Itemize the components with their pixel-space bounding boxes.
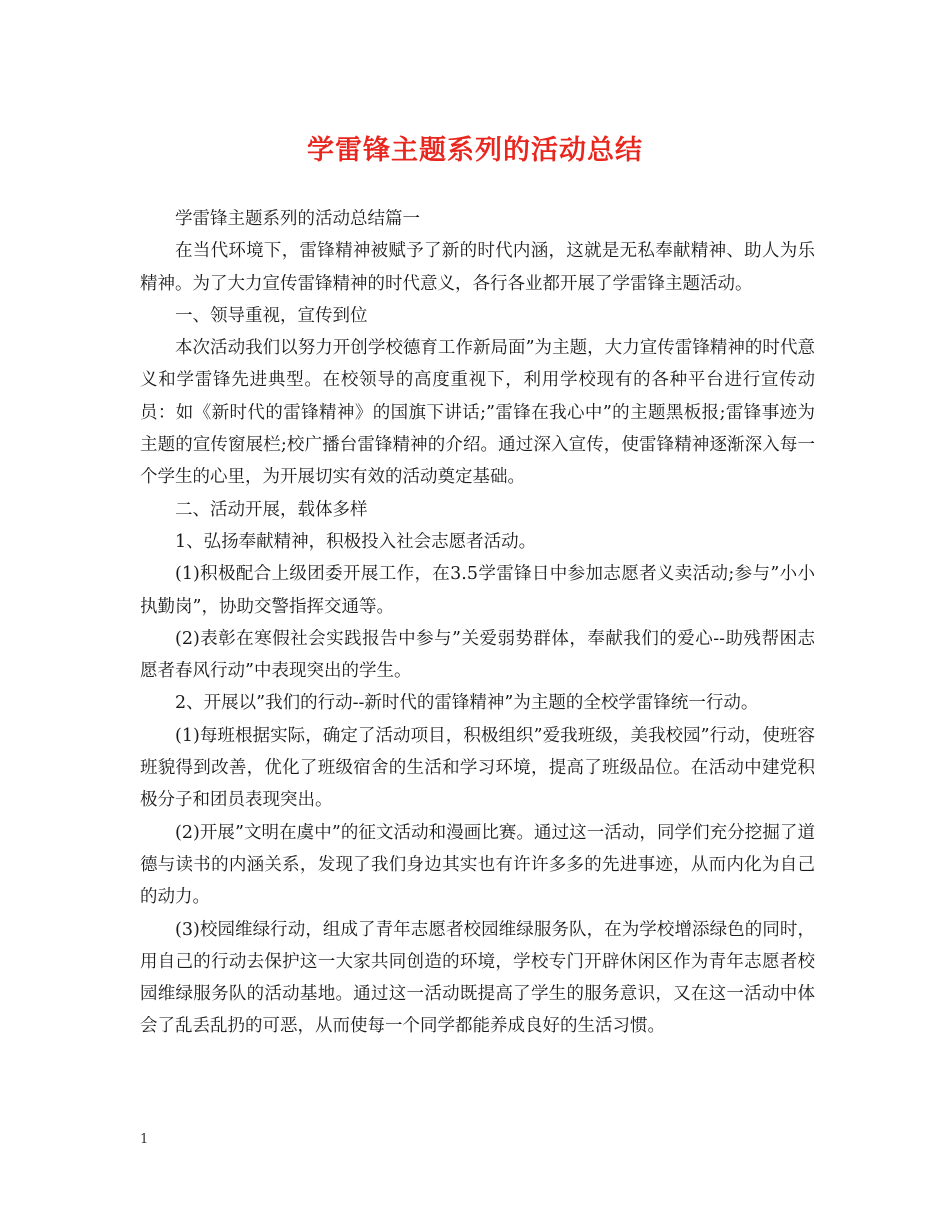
paragraph: (1)每班根据实际，确定了活动项目，积极组织”爱我班级，美我校园”行动，使班容班貌得到改善，优化了班级宿舍的生活和学习环境，提高了班级品位。在活动中建党积极分子和团员表现突出。 <box>140 725 815 811</box>
paragraph: (3)校园维绿行动，组成了青年志愿者校园维绿服务队，在为学校增添绿色的同时，用自己的行动去保护这一大家共同创造的环境，学校专门开辟休闲区作为青年志愿者校园维绿服务队的活动基地。通过这一活动既提高了学生的服务意识，又在这一活动中体会了乱丢乱扔的可恶，从而使每一个同学都能养成良好的生活习惯。 <box>140 919 815 1037</box>
paragraph: (1)积极配合上级团委开展工作，在3.5学雷锋日中参加志愿者义卖活动;参与”小小执勤岗”，协助交警指挥交通等。 <box>140 564 815 617</box>
paragraph: (2)开展”文明在虞中”的征文活动和漫画比赛。通过这一活动，同学们充分挖掘了道德与读书的内涵关系，发现了我们身边其实也有许许多多的先进事迹，从而内化为自己的动力。 <box>140 822 815 908</box>
paragraph: 学雷锋主题系列的活动总结篇一 <box>175 209 420 229</box>
page-number: 1 <box>140 1132 149 1147</box>
paragraph: 本次活动我们以努力开创学校德育工作新局面”为主题，大力宣传雷锋精神的时代意义和学雷锋先进典型。在校领导的高度重视下，利用学校现有的各种平台进行宣传动员：如《新时代的雷锋精神》的国旗下讲话;”雷锋在我心中”的主题黑板报;雷锋事迹为主题的宣传窗展栏;校广播台雷锋精神的介绍。通过深入宣传，使雷锋精神逐渐深入每一个学生的心里，为开展切实有效的活动奠定基础。 <box>140 338 815 488</box>
paragraph: 2、开展以”我们的行动--新时代的雷锋精神”为主题的全校学雷锋统一行动。 <box>175 693 759 714</box>
paragraph: 在当代环境下，雷锋精神被赋予了新的时代内涵，这就是无私奉献精神、助人为乐精神。为了大力宣传雷锋精神的时代意义，各行各业都开展了学雷锋主题活动。 <box>140 241 815 294</box>
section-heading: 二、活动开展，载体多样 <box>175 499 368 520</box>
paragraph: (2)表彰在寒假社会实践报告中参与”关爱弱势群体，奉献我们的爱心--助残帮困志愿者春风行动”中表现突出的学生。 <box>140 628 815 682</box>
section-heading: 一、领导重视，宣传到位 <box>175 305 368 326</box>
paragraph: 1、弘扬奉献精神，积极投入社会志愿者活动。 <box>175 531 537 552</box>
document-body <box>140 203 815 1043</box>
document-title: 学雷锋主题系列的活动总结 <box>307 135 643 166</box>
